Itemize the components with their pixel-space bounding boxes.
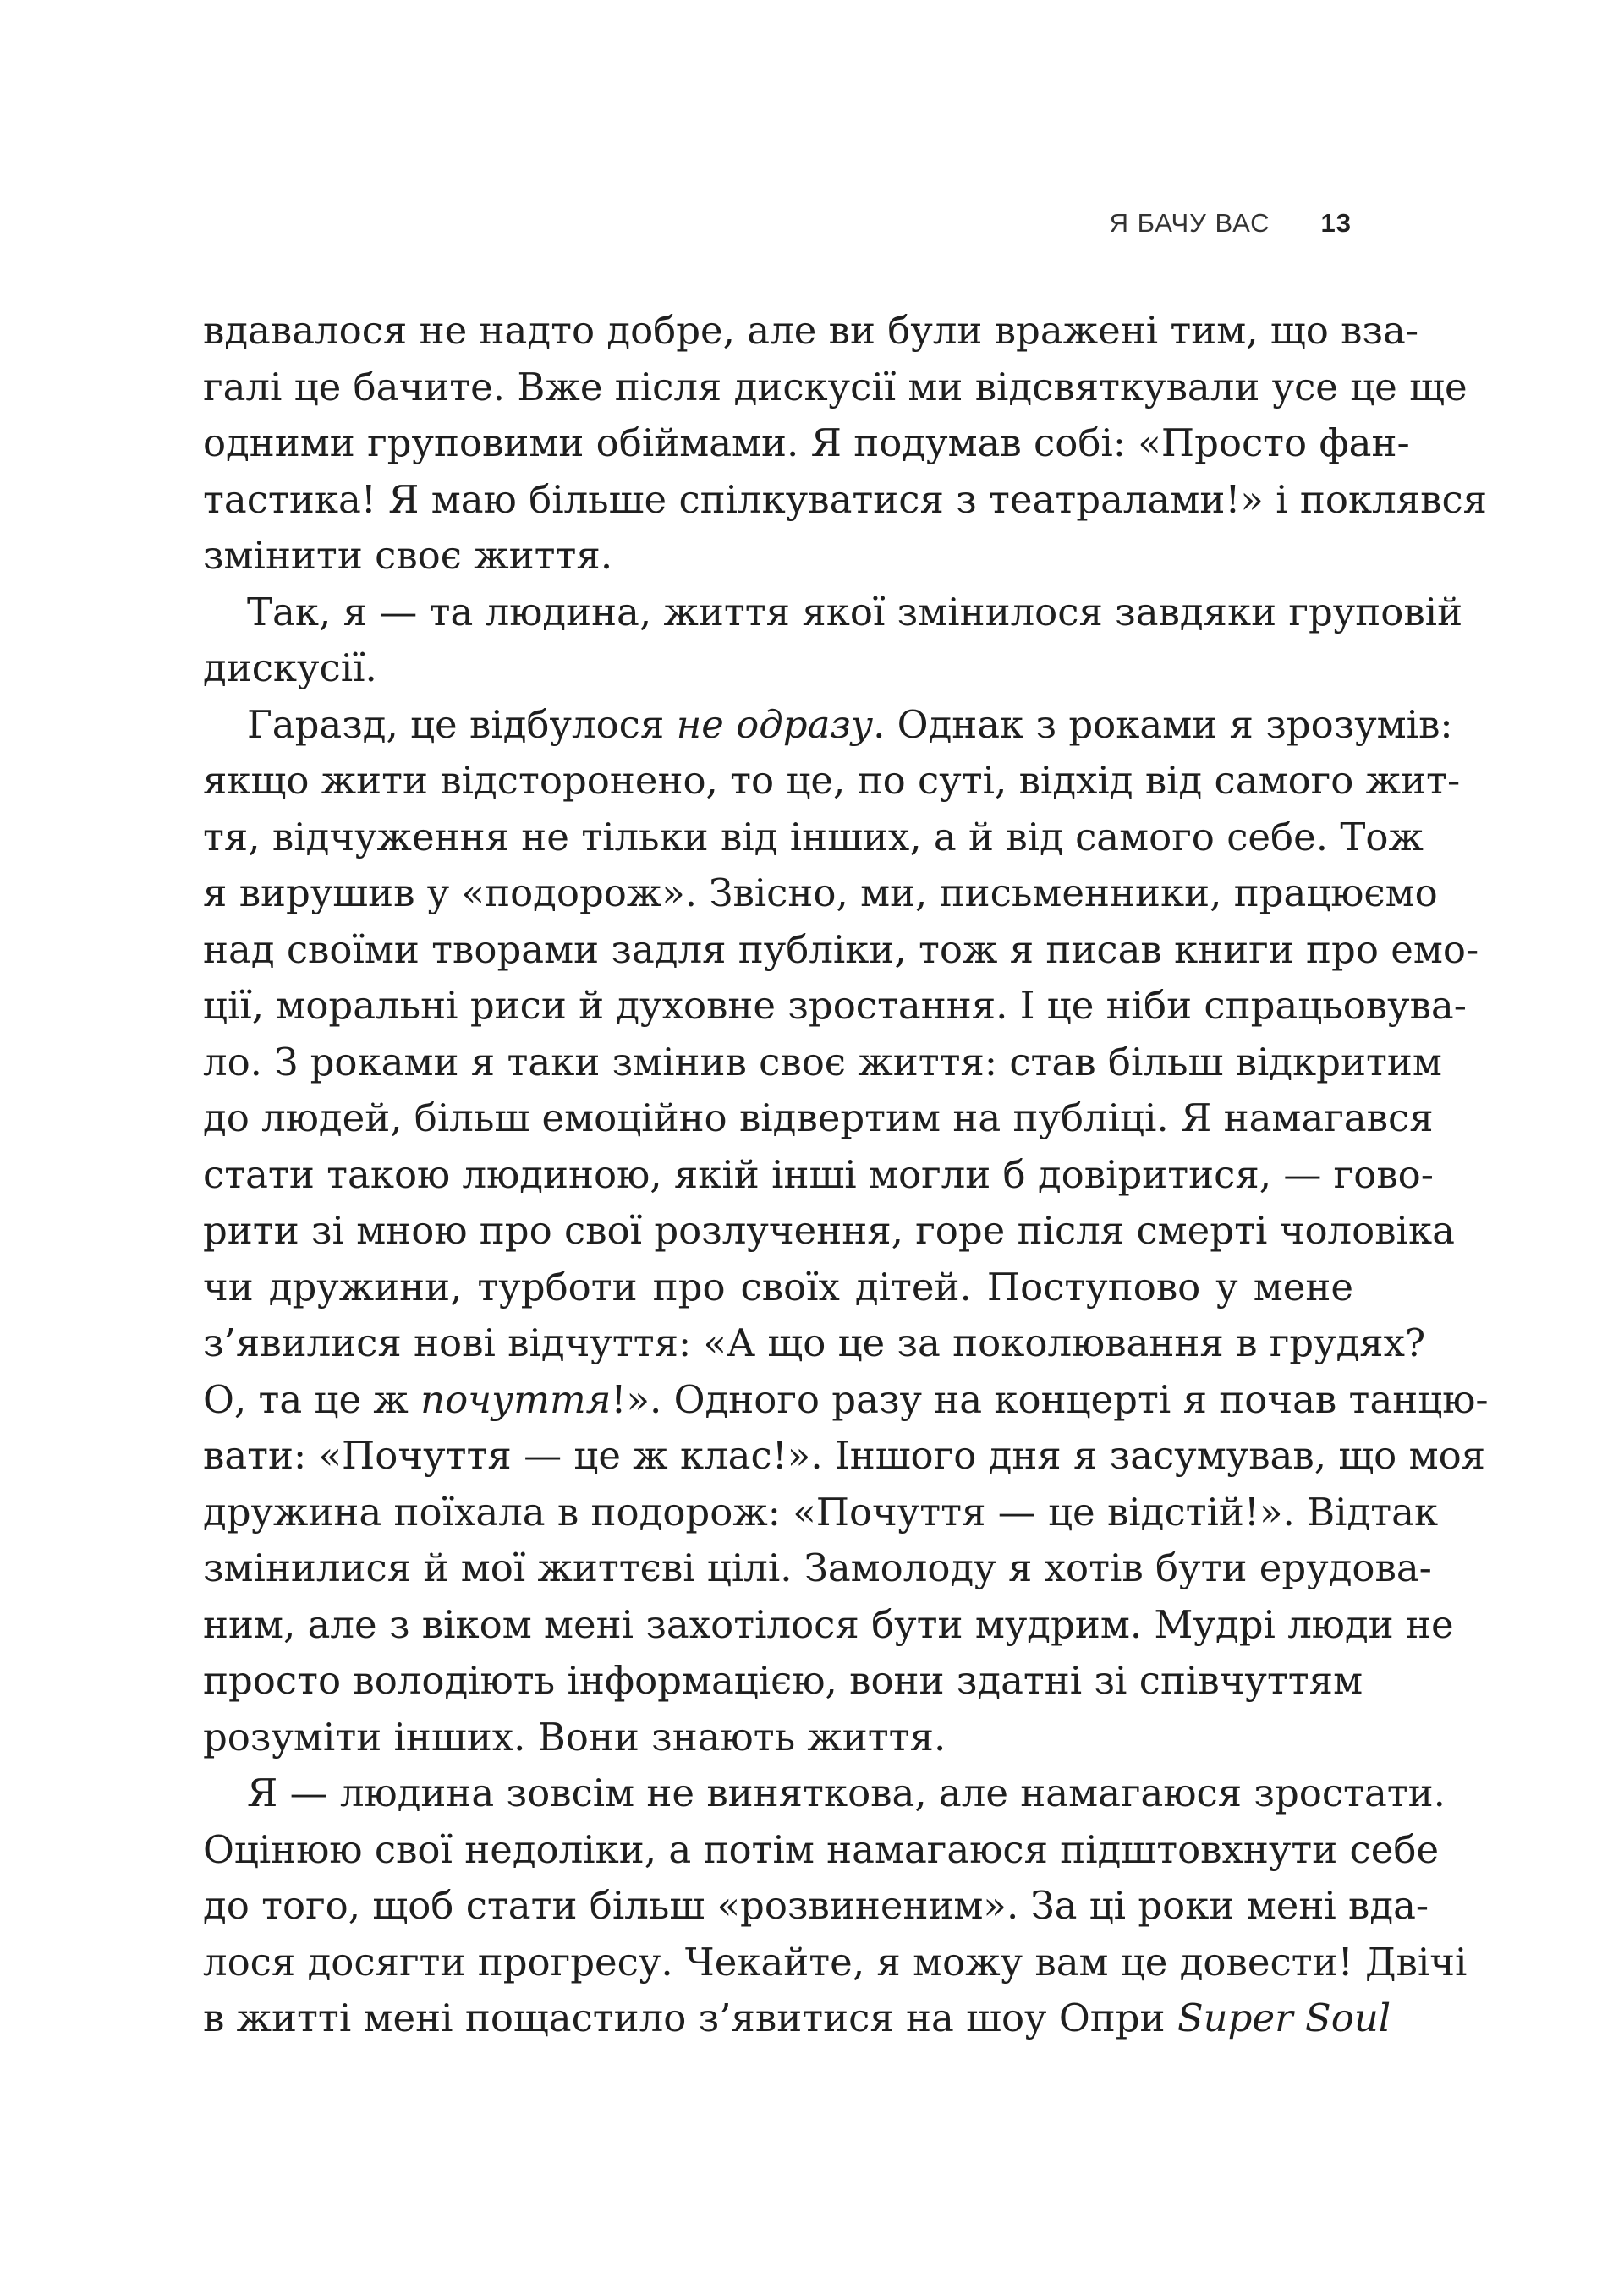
text-line <box>203 1372 1489 1429</box>
text-line <box>203 1203 1455 1260</box>
text-line <box>203 1765 1446 1822</box>
running-title: Я БАЧУ ВАС <box>1109 208 1270 238</box>
text-run: тя, відчуження не тільки від інших, а й від самого себе. Тож <box>203 814 1424 859</box>
text-line <box>203 1315 1426 1372</box>
text-line <box>203 978 1467 1035</box>
text-run: ції, моральні риси й духовне зростання. І це ніби спрацьовува- <box>203 983 1467 1028</box>
text-line <box>203 753 1461 810</box>
text-line <box>203 1653 1363 1710</box>
text-run: лося досягти прогресу. Чекайте, я можу вам це довести! Двічі <box>203 1939 1468 1985</box>
text-run: одними груповими обіймами. Я подумав собі: «Просто фан- <box>203 420 1410 465</box>
text-run: Оцінюю свої недоліки, а потім намагаюся підштовхнути себе <box>203 1826 1440 1872</box>
text-line <box>203 640 1353 697</box>
italic-text: почуття <box>420 1376 612 1422</box>
text-line <box>203 585 1463 641</box>
text-run: дискусії. <box>203 645 377 690</box>
text-run: над своїми творами задля публіки, тож я писав книги про емо- <box>203 926 1479 972</box>
text-run: тастика! Я маю більше спілкуватися з театралами!» і поклявся <box>203 476 1488 522</box>
text-line <box>203 865 1438 922</box>
text-run: Так, я — та людина, життя якої змінилося завдяки груповій <box>247 589 1463 634</box>
text-run: стати такою людиною, якій інші могли б довіритися, — гово- <box>203 1151 1434 1197</box>
text-run: розуміти інших. Вони знають життя. <box>203 1714 946 1760</box>
text-run: просто володіють інформацією, вони здатні зі співчуттям <box>203 1658 1363 1703</box>
text-run: чи дружини, турботи про своїх дітей. Поступово у мене <box>203 1264 1353 1309</box>
page-number: 13 <box>1320 208 1352 238</box>
text-line <box>203 1710 1353 1766</box>
text-line <box>203 697 1453 754</box>
body-text <box>203 303 1489 2047</box>
text-line <box>203 303 1419 360</box>
text-line <box>203 360 1468 416</box>
text-run: вати: «Почуття — це ж клас!». Іншого дня я засумував, що моя <box>203 1433 1486 1478</box>
text-line <box>203 1035 1442 1091</box>
text-run: . Однак з роками я зрозумів: <box>873 701 1453 747</box>
text-run: ло. З роками я таки змінив своє життя: став більш відкритим <box>203 1039 1442 1084</box>
text-line <box>203 1485 1439 1541</box>
text-run: якщо жити відсторонено, то це, по суті, відхід від самого жит- <box>203 758 1461 803</box>
text-line <box>203 1090 1434 1147</box>
text-run: галі це бачите. Вже після дискусії ми відсвяткували усе це ще <box>203 364 1468 409</box>
text-run: Я — людина зовсім не винятковa, але намагаюся зростати. <box>247 1771 1446 1815</box>
running-head <box>1110 208 1352 239</box>
text-run: я вирушив у «подорож». Звісно, ми, письменники, працюємо <box>203 870 1438 915</box>
text-line <box>203 1935 1468 1991</box>
text-run: !». Одного разу на концерті я почав танцю- <box>611 1376 1489 1422</box>
text-line <box>203 1428 1486 1485</box>
text-run: О, та це ж <box>203 1376 421 1422</box>
text-run: дружина поїхала в подорож: «Почуття — це відстій!». Відтак <box>203 1489 1439 1535</box>
text-line <box>203 1597 1454 1654</box>
text-line <box>203 810 1424 866</box>
text-run: ним, але з віком мені захотілося бути мудрим. Мудрі люди не <box>203 1601 1454 1647</box>
text-line <box>203 415 1410 472</box>
text-run: до того, щоб стати більш «розвиненим». За ці роки мені вда- <box>203 1883 1429 1928</box>
text-run: з’явилися нові відчуття: «А що це за поколювання в грудях? <box>203 1320 1426 1365</box>
text-line <box>203 1540 1432 1597</box>
text-run: змінити своє життя. <box>203 533 613 578</box>
text-run: Гаразд, це відбулося <box>247 701 677 747</box>
text-line <box>203 1147 1434 1204</box>
text-line <box>203 1878 1429 1935</box>
text-run: рити зі мною про свої розлучення, горе після смерті чоловіка <box>203 1208 1455 1253</box>
italic-text: не одразу <box>676 701 874 747</box>
text-run: в житті мені пощастило з’явитися на шоу Опри <box>203 1996 1177 2040</box>
text-run: до людей, більш емоційно відвертим на публіці. Я намагався <box>203 1095 1434 1140</box>
text-run: змінилися й мої життєві цілі. Замолоду я хотів бути ерудова- <box>203 1546 1432 1590</box>
text-line <box>203 922 1479 979</box>
text-line <box>203 1260 1353 1316</box>
text-run: вдавалося не надто добре, але ви були вражені тим, що вза- <box>203 308 1419 353</box>
text-line <box>203 472 1488 529</box>
text-line <box>203 1990 1391 2047</box>
italic-text: Super Soul <box>1177 1996 1391 2040</box>
text-line <box>203 528 1353 585</box>
text-line <box>203 1822 1440 1879</box>
